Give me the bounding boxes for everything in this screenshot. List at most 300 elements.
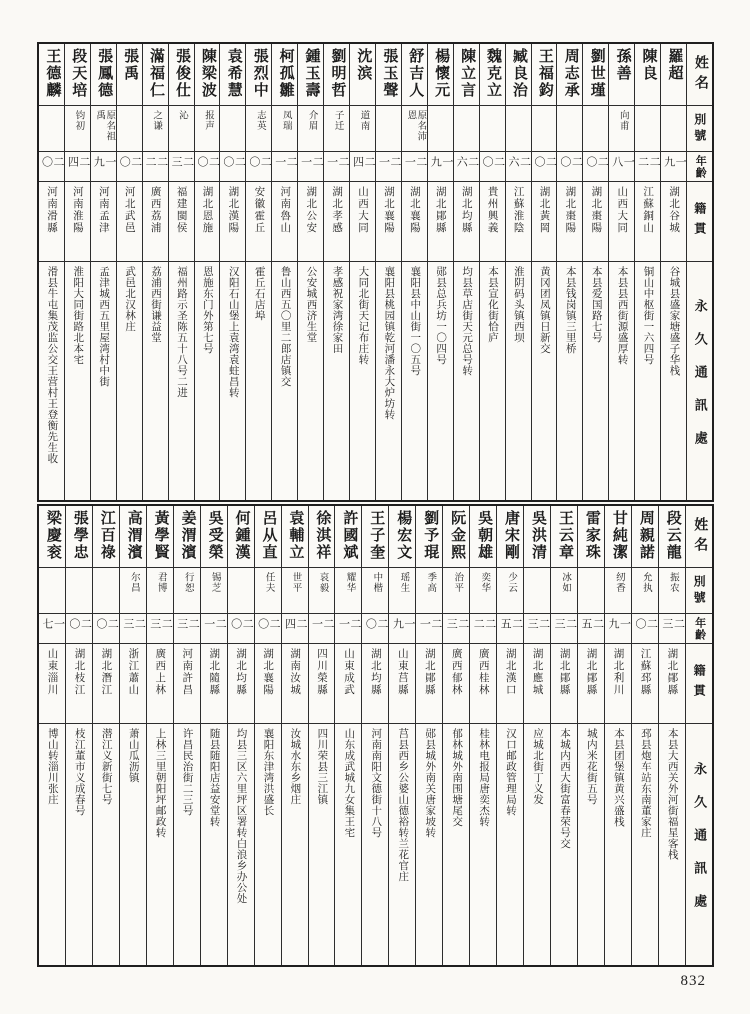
- entry-age-cell: [609, 152, 634, 182]
- entry-column: [64, 44, 90, 500]
- entry-address-cell: [65, 262, 90, 500]
- entry-name-cell: [635, 44, 660, 106]
- entry-origin-cell: [335, 644, 361, 724]
- entry-alias: 原名沛恩: [405, 110, 426, 142]
- entry-alias: 原名祖禹: [94, 110, 115, 142]
- header-label-name: 姓名: [692, 54, 708, 95]
- entry-origin: 山東莒縣: [396, 648, 408, 696]
- entry-address-cell: [147, 724, 173, 965]
- entry-origin-cell: [201, 644, 227, 724]
- entry-name: 吳朝雄: [476, 510, 493, 561]
- entry-name-cell: [605, 506, 631, 568]
- entry-address: 四川荣县三江镇: [316, 728, 328, 805]
- entry-age: 二〇: [633, 618, 658, 631]
- entry-column: [608, 44, 634, 500]
- entry-alias-cell: [402, 106, 427, 152]
- entry-age: 二〇: [247, 156, 272, 169]
- entry-origin: 河南淮陽: [71, 186, 83, 234]
- entry-origin: 廣西郁林: [450, 648, 462, 696]
- entry-alias: 锡芝: [209, 572, 220, 593]
- entry-age-cell: [335, 614, 361, 644]
- entry-name-cell: [362, 506, 388, 568]
- entry-origin: 河南魯山: [279, 186, 291, 234]
- entry-origin-cell: [524, 644, 550, 724]
- entry-age: 二〇: [118, 156, 142, 169]
- entry-alias: 冰如: [560, 572, 571, 593]
- entry-origin-cell: [551, 644, 577, 724]
- entry-address-cell: [120, 724, 146, 965]
- entry-address-cell: [557, 262, 582, 500]
- entry-name: 楊懷元: [433, 48, 450, 99]
- entry-origin-cell: [454, 182, 479, 262]
- entry-age-cell: [661, 152, 686, 182]
- entry-age-cell: [195, 152, 220, 182]
- entry-address: 随县随阳店益安堂转: [208, 728, 220, 827]
- entry-age: 二一: [273, 156, 298, 169]
- entry-alias-cell: [443, 568, 469, 614]
- directory-table-bottom: [37, 504, 714, 967]
- entry-origin-cell: [65, 182, 90, 262]
- entry-name-cell: [609, 44, 634, 106]
- entry-column: [427, 44, 453, 500]
- entry-alias: 中楷: [371, 572, 382, 593]
- entry-origin-cell: [39, 644, 65, 724]
- entry-address-cell: [497, 724, 523, 965]
- entry-address: 本城内西大街富春荣号交: [558, 728, 570, 849]
- entry-name: 高渭濱: [125, 510, 142, 561]
- entry-name-cell: [195, 44, 220, 106]
- entry-origin: 湖北應城: [531, 648, 543, 696]
- entry-origin-cell: [143, 182, 168, 262]
- entry-origin: 湖北襄陽: [408, 186, 420, 234]
- entry-alias: 道南: [358, 110, 369, 131]
- entry-address: 襄阳东津湾洪盛长: [262, 728, 274, 816]
- entry-alias-cell: [120, 568, 146, 614]
- entry-address-cell: [389, 724, 415, 965]
- entry-origin: 江蘇邳縣: [639, 648, 651, 696]
- header-label-name-cell: [686, 506, 712, 568]
- entry-address-cell: [605, 724, 631, 965]
- entry-age: 二三: [121, 618, 146, 631]
- entry-origin: 湖北漢口: [504, 648, 516, 696]
- entry-origin: 江蘇銅山: [642, 186, 654, 234]
- entry-alias-cell: [350, 106, 375, 152]
- entry-column: [168, 44, 194, 500]
- entry-column: [582, 44, 608, 500]
- entry-alias-cell: [659, 568, 685, 614]
- entry-origin-cell: [506, 182, 531, 262]
- entry-origin: 湖北鄖縣: [585, 648, 597, 696]
- entry-age-cell: [578, 614, 604, 644]
- entry-origin: 廣西上林: [154, 648, 166, 696]
- entry-name: 袁希慧: [225, 48, 242, 99]
- entry-origin: 湖北公安: [305, 186, 317, 234]
- entry-origin-cell: [117, 182, 142, 262]
- entry-origin: 湖北鄖縣: [434, 186, 446, 234]
- entry-age-cell: [282, 614, 308, 644]
- entry-column: [254, 506, 281, 965]
- entry-age: 二三: [148, 618, 173, 631]
- entry-origin-cell: [583, 182, 608, 262]
- entry-origin: 湖北均縣: [369, 648, 381, 696]
- entry-age-cell: [143, 152, 168, 182]
- entry-alias: 之谦: [151, 110, 162, 131]
- entry-alias: 子迁: [332, 110, 343, 131]
- entry-name: 楊宏文: [395, 510, 412, 561]
- entry-name-cell: [551, 506, 577, 568]
- entry-name: 周親諾: [637, 510, 654, 561]
- entry-address-cell: [402, 262, 427, 500]
- entry-address-cell: [255, 724, 281, 965]
- entry-address: 枝江董市义成春号: [73, 728, 85, 816]
- entry-column: [349, 44, 375, 500]
- entry-age-cell: [362, 614, 388, 644]
- entry-name: 王子奎: [368, 510, 385, 561]
- entry-address: 鲁山西五〇里二郎店镇交: [279, 266, 291, 387]
- entry-alias-cell: [220, 106, 245, 152]
- header-label-name-cell: [687, 44, 712, 106]
- entry-age: 二四: [351, 156, 375, 169]
- entry-alias: 介眉: [306, 110, 317, 131]
- entry-column: [401, 44, 427, 500]
- entry-age: 二〇: [67, 618, 92, 631]
- entry-column: [90, 44, 116, 500]
- entry-name-cell: [389, 506, 415, 568]
- entry-address: 萧山瓜沥镇: [127, 728, 139, 783]
- entry-origin: 安徽霍丘: [253, 186, 265, 234]
- entry-age: 二四: [283, 618, 308, 631]
- entry-address: 河南南阳文德街十八号: [370, 728, 382, 838]
- entry-name: 陳梁波: [199, 48, 216, 99]
- header-label-age: 年齡: [694, 154, 707, 179]
- entry-name-cell: [557, 44, 582, 106]
- entry-age-cell: [272, 152, 297, 182]
- entry-age-cell: [470, 614, 496, 644]
- entry-alias-cell: [169, 106, 194, 152]
- entry-name-cell: [93, 506, 119, 568]
- entry-alias-cell: [480, 106, 505, 152]
- entry-origin-cell: [66, 644, 92, 724]
- entry-address: 大同北街天记布庄转: [357, 266, 369, 365]
- entry-alias: 任夫: [263, 572, 274, 593]
- entry-alias-cell: [298, 106, 323, 152]
- entry-name-cell: [147, 506, 173, 568]
- entry-name: 張鳳德: [96, 48, 113, 99]
- entry-column: [146, 506, 173, 965]
- entry-age-cell: [228, 614, 254, 644]
- entry-origin: 山東淄川: [46, 648, 58, 696]
- entry-address: 均县三区六里坪区署转白浪乡办公处: [235, 728, 247, 904]
- entry-name-cell: [246, 44, 271, 106]
- entry-age-cell: [659, 614, 685, 644]
- entry-name: 王云章: [556, 510, 573, 561]
- entry-age-cell: [506, 152, 531, 182]
- entry-alias-cell: [228, 568, 254, 614]
- entry-name: 鍾玉壽: [303, 48, 320, 99]
- entry-alias: 哀毅: [317, 572, 328, 593]
- entry-address: 铜山中枢街一六四号: [642, 266, 654, 365]
- entry-name-cell: [506, 44, 531, 106]
- entry-origin: 湖北利川: [612, 648, 624, 696]
- header-label-address: 永久通訊處: [692, 762, 708, 927]
- entry-name-cell: [39, 44, 64, 106]
- entry-address: 霍丘石店埠: [253, 266, 265, 321]
- entry-origin-cell: [428, 182, 453, 262]
- entry-origin-cell: [532, 182, 557, 262]
- entry-age: 二三: [660, 618, 685, 631]
- entry-origin-cell: [228, 644, 254, 724]
- entry-origin: 山東成武: [342, 648, 354, 696]
- entry-alias-cell: [39, 568, 65, 614]
- entry-age: 一九: [391, 618, 415, 631]
- entry-name: 舒吉人: [407, 48, 424, 99]
- entry-origin-cell: [174, 644, 200, 724]
- entry-address: 桂林电报局唐奕杰转: [478, 728, 490, 827]
- entry-address: 本县钱岗镇三里桥: [564, 266, 576, 354]
- entry-age-cell: [39, 152, 64, 182]
- entry-name: 滿福仁: [148, 48, 165, 99]
- entry-origin-cell: [578, 644, 604, 724]
- entry-column: [39, 44, 64, 500]
- entry-alias-cell: [195, 106, 220, 152]
- header-label-origin-cell: [687, 182, 712, 262]
- entry-name-cell: [443, 506, 469, 568]
- entry-column: [297, 44, 323, 500]
- entry-column: [361, 506, 388, 965]
- entry-name: 許國斌: [341, 510, 358, 561]
- entry-alias-cell: [201, 568, 227, 614]
- header-label-age-cell: [687, 152, 712, 182]
- entry-address: 荔浦西街谦益堂: [150, 266, 162, 343]
- entry-alias-cell: [605, 568, 631, 614]
- entry-column: [453, 44, 479, 500]
- header-label-alias: 別號: [692, 112, 707, 145]
- entry-column: [631, 506, 658, 965]
- entry-name: 陳良: [640, 48, 657, 82]
- entry-address-cell: [272, 262, 297, 500]
- entry-age: 二一: [403, 156, 427, 169]
- entry-column: [469, 506, 496, 965]
- entry-origin-cell: [246, 182, 271, 262]
- entry-address: 黄冈团凤镇日新交: [538, 266, 550, 354]
- entry-alias-cell: [557, 106, 582, 152]
- entry-name: 張俊仕: [173, 48, 190, 99]
- entry-alias: 少云: [506, 572, 517, 593]
- entry-address: 本县县西街源盛厚转: [616, 266, 628, 365]
- entry-age-cell: [428, 152, 453, 182]
- entry-address: 城内米花街五号: [585, 728, 597, 805]
- entry-name: 雷家珠: [583, 510, 600, 561]
- entry-name-cell: [532, 44, 557, 106]
- entry-column: [334, 506, 361, 965]
- entry-origin-cell: [324, 182, 349, 262]
- entry-age: 二一: [325, 156, 350, 169]
- entry-alias-cell: [428, 106, 453, 152]
- entry-origin-cell: [195, 182, 220, 262]
- entry-name-cell: [282, 506, 308, 568]
- entry-name-cell: [578, 506, 604, 568]
- entry-name-cell: [117, 44, 142, 106]
- header-label-origin: 籍貫: [692, 201, 707, 242]
- entry-alias-cell: [91, 106, 116, 152]
- entry-age-cell: [201, 614, 227, 644]
- entry-origin-cell: [470, 644, 496, 724]
- entry-origin: 廣西桂林: [477, 648, 489, 696]
- entry-address: 均县草店街天元总号转: [461, 266, 473, 376]
- entry-address-cell: [169, 262, 194, 500]
- entry-name: 張學忠: [71, 510, 88, 561]
- entry-column: [194, 44, 220, 500]
- entry-address-cell: [632, 724, 658, 965]
- entry-name: 甘純潔: [610, 510, 627, 561]
- entry-age: 一九: [606, 618, 631, 631]
- entry-name: 梁慶衮: [44, 510, 61, 561]
- entry-origin: 湖北黃岡: [538, 186, 550, 234]
- entry-name-cell: [66, 506, 92, 568]
- entry-alias: 季高: [425, 572, 436, 593]
- entry-alias-cell: [335, 568, 361, 614]
- page-number: 832: [680, 973, 706, 989]
- entry-address: 汉口邮政管理局转: [505, 728, 517, 816]
- entry-address-cell: [578, 724, 604, 965]
- entry-name-cell: [376, 44, 401, 106]
- entry-name-cell: [402, 44, 427, 106]
- entry-name-cell: [497, 506, 523, 568]
- entry-age: 二一: [377, 156, 401, 169]
- entry-column: [496, 506, 523, 965]
- entry-address: 孝感祝家湾徐家田: [331, 266, 343, 354]
- entry-age-cell: [91, 152, 116, 182]
- entry-column: [281, 506, 308, 965]
- entry-alias-cell: [635, 106, 660, 152]
- entry-address-cell: [362, 724, 388, 965]
- entry-origin: 湖北枝江: [73, 648, 85, 696]
- directory-table-top: [37, 42, 714, 502]
- entry-age: 二〇: [364, 618, 388, 631]
- entry-column: [92, 506, 119, 965]
- entry-address: 淮阴码头镇西坝: [512, 266, 524, 343]
- entry-age-cell: [532, 152, 557, 182]
- entry-address-cell: [93, 724, 119, 965]
- entry-age: 二二: [636, 156, 661, 169]
- entry-column: [119, 506, 146, 965]
- entry-name-cell: [169, 44, 194, 106]
- entry-origin: 福建閩侯: [175, 186, 187, 234]
- entry-name-cell: [661, 44, 686, 106]
- entry-address: 福州路示圣陈五十八号二进: [175, 266, 187, 398]
- entry-alias-cell: [362, 568, 388, 614]
- entry-address-cell: [309, 724, 335, 965]
- entry-age: 二〇: [481, 156, 505, 169]
- entry-address-cell: [416, 724, 442, 965]
- entry-name: 柯孤雛: [277, 48, 294, 99]
- entry-name-cell: [416, 506, 442, 568]
- header-column: [686, 44, 712, 500]
- entry-address-cell: [532, 262, 557, 500]
- entry-column: [523, 506, 550, 965]
- entry-age-cell: [93, 614, 119, 644]
- entry-origin: 湖北隨縣: [208, 648, 220, 696]
- entry-age: 二三: [175, 618, 200, 631]
- entry-age-cell: [557, 152, 582, 182]
- entry-age-cell: [324, 152, 349, 182]
- entry-column: [604, 506, 631, 965]
- entry-alias: 尔昌: [128, 572, 139, 593]
- entry-age: 二〇: [532, 156, 557, 169]
- entry-origin-cell: [350, 182, 375, 262]
- entry-origin-cell: [557, 182, 582, 262]
- entry-address-cell: [174, 724, 200, 965]
- entry-name-cell: [335, 506, 361, 568]
- header-label-age: 年齡: [693, 616, 706, 641]
- entry-address: 邳县炮车站东南董家庄: [639, 728, 651, 838]
- entry-origin-cell: [416, 644, 442, 724]
- entry-origin-cell: [443, 644, 469, 724]
- entry-name: 羅超: [666, 48, 683, 82]
- entry-age: 二一: [299, 156, 324, 169]
- entry-origin: 河南許昌: [181, 648, 193, 696]
- entry-age: 二三: [553, 618, 577, 631]
- entry-name-cell: [324, 44, 349, 106]
- entry-name: 王福鈞: [536, 48, 553, 99]
- entry-name: 段云龍: [664, 510, 681, 561]
- entry-address-cell: [66, 724, 92, 965]
- entry-address: 襄阳县中山街一〇五号: [409, 266, 421, 376]
- entry-name-cell: [480, 44, 505, 106]
- entry-address-cell: [659, 724, 685, 965]
- entry-name-cell: [143, 44, 168, 106]
- entry-name-cell: [659, 506, 685, 568]
- entry-column: [658, 506, 685, 965]
- entry-age: 二二: [144, 156, 168, 169]
- entry-name-cell: [632, 506, 658, 568]
- entry-address: 山东成武城九女集王宅: [343, 728, 355, 838]
- entry-address: 本县爱国路七号: [590, 266, 602, 343]
- entry-age-cell: [39, 614, 65, 644]
- entry-alias-cell: [497, 568, 523, 614]
- entry-alias: 治平: [452, 572, 463, 593]
- entry-alias: 纫香: [613, 572, 624, 593]
- entry-address-cell: [117, 262, 142, 500]
- entry-column: [479, 44, 505, 500]
- entry-address-cell: [324, 262, 349, 500]
- entry-name-cell: [228, 506, 254, 568]
- entry-name-cell: [298, 44, 323, 106]
- entry-address-cell: [376, 262, 401, 500]
- entry-address-cell: [228, 724, 254, 965]
- entry-origin: 山西大同: [616, 186, 628, 234]
- entry-address: 恩施东门外第七号: [201, 266, 213, 354]
- entry-age: 二五: [499, 618, 523, 631]
- entry-origin: 湖北鄖縣: [558, 648, 570, 696]
- entry-origin: 四川榮縣: [316, 648, 328, 696]
- entry-address: 郧县城外南关唐家坡转: [424, 728, 436, 838]
- entry-alias: 凤瑞: [280, 110, 291, 131]
- entry-address-cell: [201, 724, 227, 965]
- entry-age-cell: [635, 152, 660, 182]
- entry-name-cell: [91, 44, 116, 106]
- entry-age-cell: [389, 614, 415, 644]
- entry-address: 本县大西关外河街福星客栈: [666, 728, 678, 860]
- entry-address-cell: [195, 262, 220, 500]
- entry-age-cell: [632, 614, 658, 644]
- entry-alias: 向甫: [617, 110, 628, 131]
- entry-column: [39, 506, 65, 965]
- entry-origin-cell: [402, 182, 427, 262]
- entry-origin: 河南滑縣: [45, 186, 57, 234]
- entry-alias-cell: [147, 568, 173, 614]
- entry-alias: 钧初: [73, 110, 84, 131]
